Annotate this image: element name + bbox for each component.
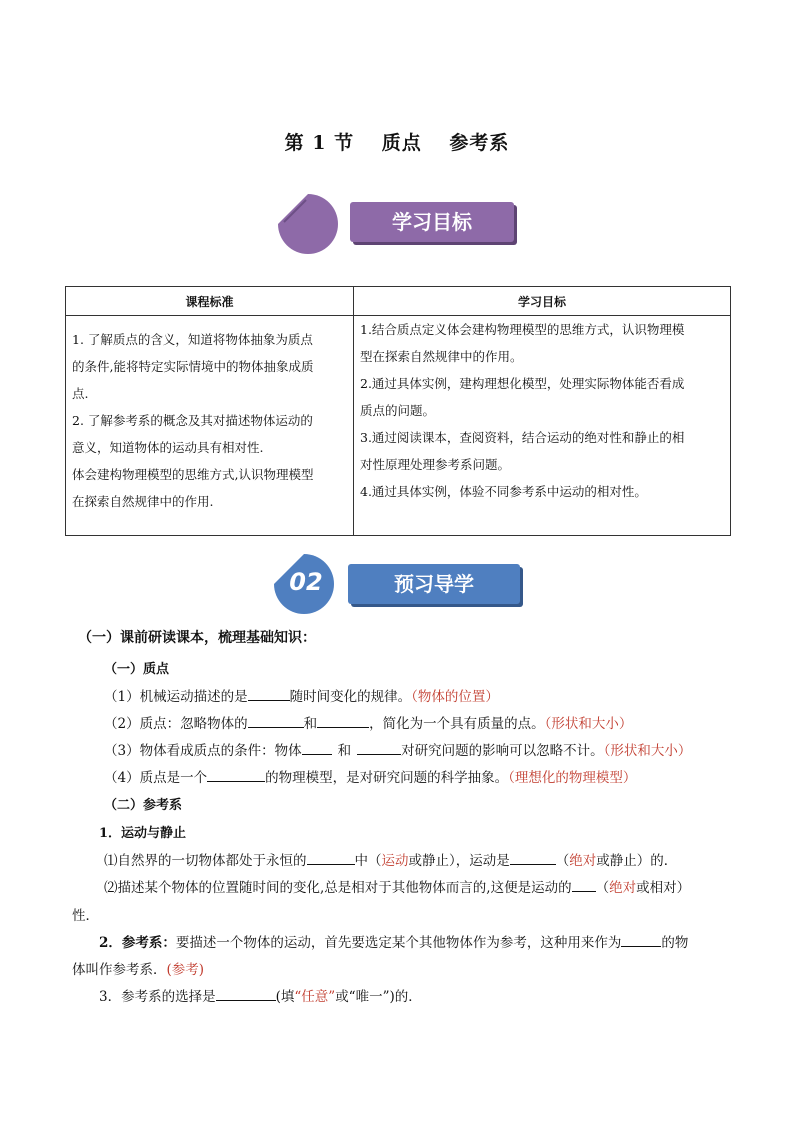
banner-circle-icon [276, 192, 340, 256]
answer-blank [207, 769, 265, 782]
paragraph-1 [104, 849, 677, 869]
goal-line: 2.通过具体实例，建构理想化模型，处理实际物体能否看成 [360, 376, 685, 391]
subsection-reference-frame: （二）参考系 [104, 798, 183, 813]
question-text: 的物理模型，是对研究问题的科学抽象。 [265, 770, 509, 786]
question-text: （3）物体看成质点的条件：物体 [104, 743, 302, 759]
banner-title: 学习目标 [350, 202, 514, 242]
item-text: 或“唯一”)的． [335, 989, 422, 1005]
paragraph-text: 或静止），运动是 [408, 853, 510, 869]
standard-line: 的条件,能将特定实际情境中的物体抽象成质 [72, 359, 314, 374]
item-reference-frame [99, 931, 688, 951]
preview-guide-banner [272, 552, 524, 616]
answer-text: 绝对 [569, 853, 597, 869]
subsection-particle: （一）质点 [104, 662, 170, 677]
item-text: 的物 [661, 935, 689, 951]
title-topic-1: 质点 [381, 132, 422, 154]
paragraph-2-continued: 性． [72, 908, 99, 924]
question-text: 对研究问题的影响可以忽略不计。 [401, 743, 604, 759]
paragraph-2 [104, 876, 690, 896]
question-text: （2）质点：忽略物体的 [104, 716, 248, 732]
answer-blank [510, 852, 556, 865]
answer-blank [572, 879, 596, 892]
answer-blank [216, 988, 276, 1001]
item-reference-frame-continued [72, 958, 204, 978]
paragraph-text: （ [555, 853, 570, 869]
goal-line: 1.结合质点定义体会建构物理模型的思维方式，认识物理模 [360, 322, 685, 337]
question-text: （4）质点是一个 [104, 770, 208, 786]
item-motion-rest: 1．运动与静止 [99, 826, 187, 841]
item-text: 3．参考系的选择是 [99, 989, 216, 1005]
paragraph-text: ⑴自然界的一切物体都处于永恒的 [104, 853, 307, 869]
paragraph-text: ⑵描述某个物体的位置随时间的变化,总是相对于其他物体而言的,这便是运动的 [104, 880, 572, 896]
standard-line: 意义，知道物体的运动具有相对性. [72, 440, 264, 455]
goal-line: 质点的问题。 [360, 403, 436, 418]
standard-line: 体会建构物理模型的思维方式,认识物理模型 [72, 467, 314, 482]
option-text: “任意” [294, 989, 336, 1005]
goal-line: 3.通过阅读课本，查阅资料，结合运动的绝对性和静止的相 [360, 430, 685, 445]
answer-text: （形状和大小） [603, 743, 692, 759]
item-label: 2．参考系： [99, 935, 176, 951]
item-frame-choice [99, 985, 422, 1005]
answer-blank [302, 742, 332, 755]
goal-line: 4.通过具体实例，体验不同参考系中运动的相对性。 [360, 484, 647, 499]
title-topic-2: 参考系 [449, 132, 510, 154]
question-text: 和 [337, 743, 352, 759]
answer-blank [248, 688, 290, 701]
answer-text: （物体的位置） [411, 689, 499, 705]
answer-blank [248, 715, 304, 728]
item-text: (填 [275, 989, 295, 1005]
paragraph-text: 中（ [354, 853, 382, 869]
answer-text: （形状和大小） [544, 716, 633, 732]
banner-number: 02 [289, 568, 323, 596]
answer-blank [357, 742, 401, 755]
question-text: （1）机械运动描述的是 [104, 689, 248, 705]
standard-line: 2. 了解参考系的概念及其对描述物体运动的 [72, 413, 313, 428]
paragraph-text: 或静止）的． [596, 853, 678, 869]
answer-blank [621, 934, 661, 947]
answer-text: 运动 [381, 853, 409, 869]
item-text: 要描述一个物体的运动，首先要选定某个其他物体作为参考，这种用来作为 [175, 935, 622, 951]
paragraph-text: （ [595, 880, 610, 896]
standard-line: 点. [72, 386, 89, 401]
table-header-goals: 学习目标 [354, 287, 731, 316]
question-2 [104, 712, 632, 732]
question-text: ，简化为一个具有质量的点。 [369, 716, 545, 732]
standard-line: 1. 了解质点的含义，知道将物体抽象为质点 [72, 332, 313, 347]
page-title [0, 128, 794, 155]
goal-line: 型在探索自然规律中的作用。 [360, 349, 523, 364]
answer-text: （理想化的物理模型） [508, 770, 637, 786]
table-header-standard: 课程标准 [66, 287, 354, 316]
answer-blank [307, 852, 355, 865]
goal-line: 对性原理处理参考系问题。 [360, 457, 511, 472]
question-3 [104, 739, 691, 759]
answer-text: 绝对 [609, 880, 637, 896]
item-text: 体叫作参考系． [72, 962, 167, 978]
standard-line: 在探索自然规律中的作用. [72, 494, 214, 509]
question-4 [104, 766, 636, 786]
goals-table [65, 286, 731, 536]
question-1 [104, 685, 499, 705]
standard-cell [66, 316, 354, 536]
goals-cell [354, 316, 731, 536]
title-section-number: 第 1 节 [284, 132, 355, 154]
question-text: 随时间变化的规律。 [289, 689, 412, 705]
answer-text: (参考) [166, 962, 205, 978]
banner-title: 预习导学 [348, 564, 520, 604]
learning-goals-banner [276, 192, 521, 256]
answer-blank [317, 715, 369, 728]
paragraph-text: 或相对） [636, 880, 691, 896]
question-text: 和 [303, 716, 318, 732]
section-heading: （一）课前研读课本，梳理基础知识： [78, 630, 316, 646]
